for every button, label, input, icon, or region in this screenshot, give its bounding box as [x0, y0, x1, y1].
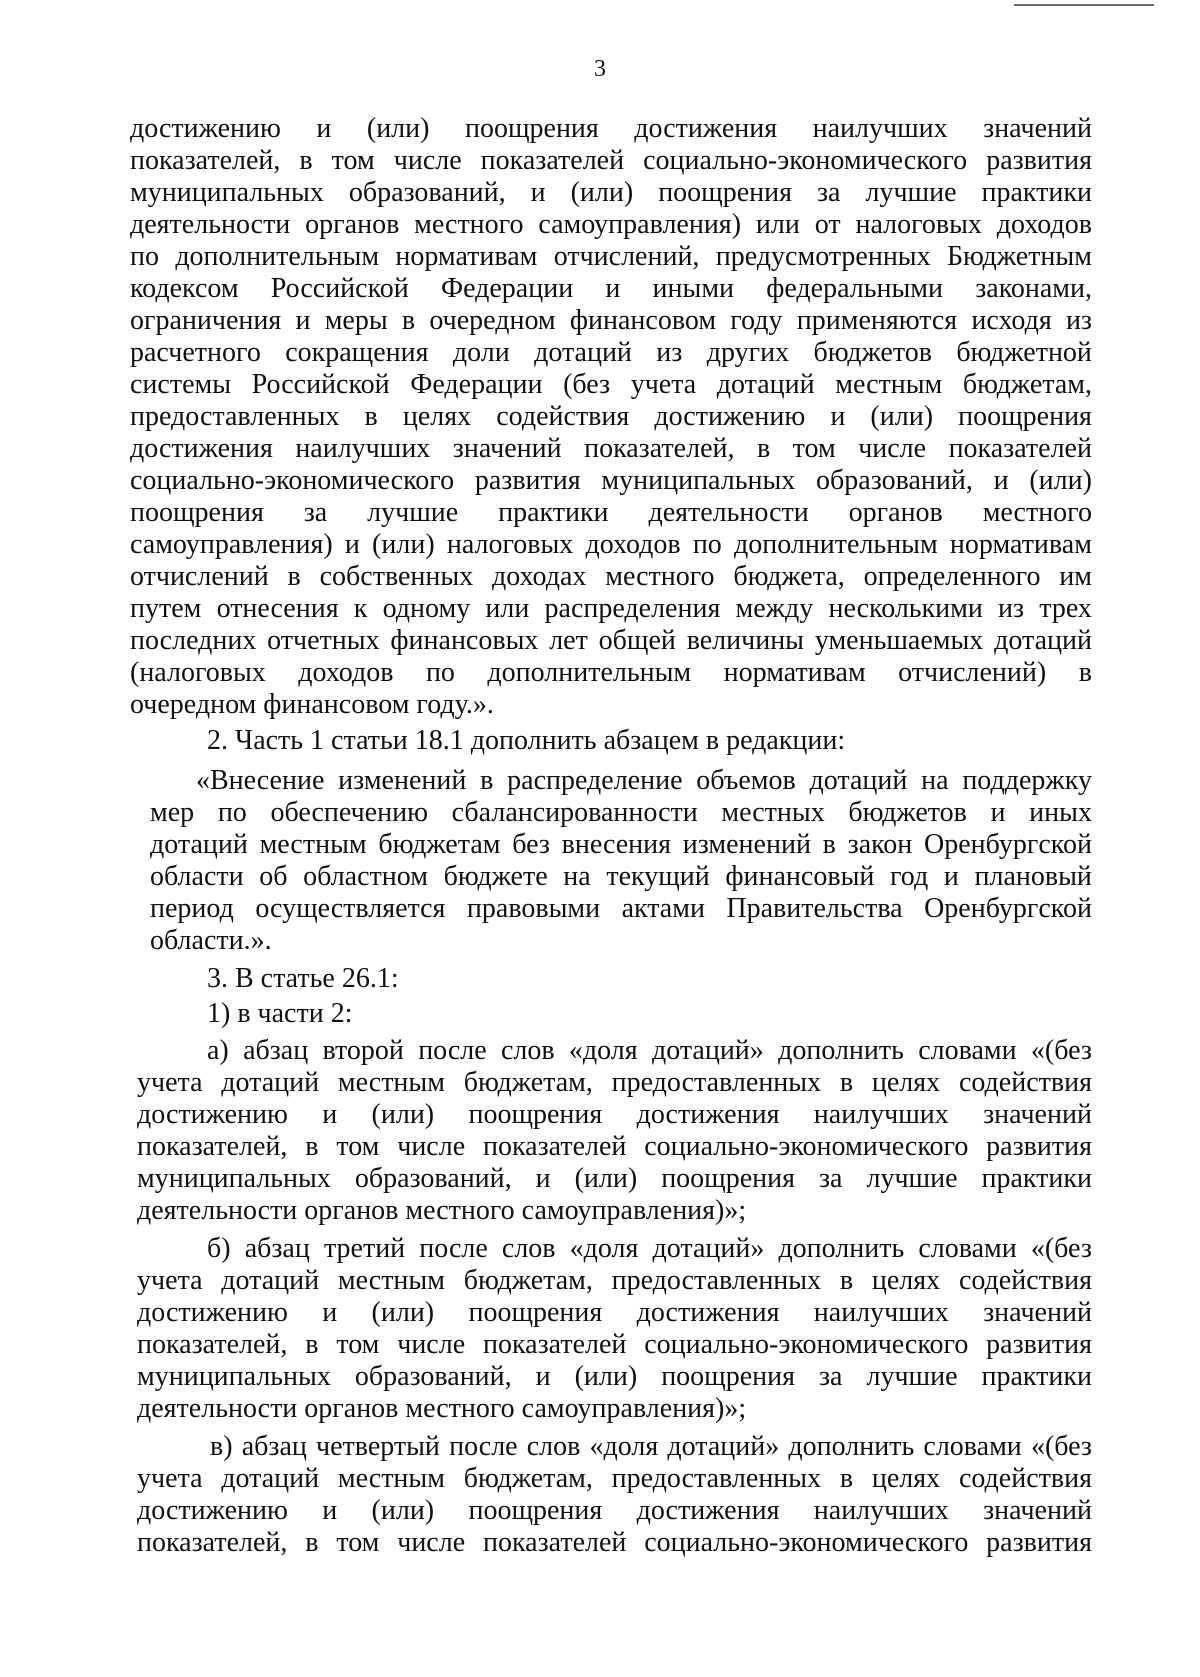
text-line: достижению и (или) поощрения достижения наилучших значений — [130, 113, 1092, 144]
text-line: период осуществляется правовыми актами Правительства Оренбургской — [150, 893, 1092, 924]
text-line: учета дотаций местным бюджетам, предоставленных в целях содействия — [137, 1463, 1092, 1494]
text-line: а) абзац второй после слов «доля дотаций» дополнить словами «(без — [207, 1035, 1092, 1066]
text-line: 3. В статье 26.1: — [207, 963, 399, 994]
text-line: деятельности органов местного самоуправления) или от налоговых доходов — [130, 209, 1092, 240]
text-line: муниципальных образований, и (или) поощрения за лучшие практики — [130, 177, 1092, 208]
text-line: деятельности органов местного самоуправления)»; — [137, 1195, 747, 1226]
text-line: показателей, в том числе показателей социально-экономического развития — [137, 1527, 1092, 1558]
text-line: предоставленных в целях содействия достижению и (или) поощрения — [130, 401, 1092, 432]
text-line: последних отчетных финансовых лет общей величины уменьшаемых дотаций — [130, 625, 1092, 656]
text-line: достижению и (или) поощрения достижения наилучших значений — [137, 1099, 1092, 1130]
text-line: б) абзац третий после слов «доля дотаций» дополнить словами «(без — [207, 1233, 1092, 1264]
text-line: учета дотаций местным бюджетам, предоставленных в целях содействия — [137, 1067, 1092, 1098]
text-line: 2. Часть 1 статьи 18.1 дополнить абзацем в редакции: — [207, 725, 846, 756]
text-line: дотаций местным бюджетам без внесения изменений в закон Оренбургской — [150, 829, 1092, 860]
text-line: отчислений в собственных доходах местного бюджета, определенного им — [130, 561, 1092, 592]
text-line: показателей, в том числе показателей социально-экономического развития — [130, 145, 1092, 176]
text-line: достижения наилучших значений показателей, в том числе показателей — [130, 433, 1092, 464]
text-line: области.». — [150, 925, 272, 956]
text-line: достижению и (или) поощрения достижения наилучших значений — [137, 1297, 1092, 1328]
text-line: деятельности органов местного самоуправления)»; — [137, 1393, 747, 1424]
text-line: путем отнесения к одному или распределения между несколькими из трех — [130, 593, 1092, 624]
text-line: (налоговых доходов по дополнительным нормативам отчислений) в — [130, 657, 1092, 688]
text-line: системы Российской Федерации (без учета дотаций местным бюджетам, — [130, 369, 1092, 400]
text-line: муниципальных образований, и (или) поощрения за лучшие практики — [137, 1361, 1092, 1392]
text-line: по дополнительным нормативам отчислений, предусмотренных Бюджетным — [130, 241, 1092, 272]
text-line: социально-экономического развития муниципальных образований, и (или) — [130, 465, 1092, 496]
text-line: показателей, в том числе показателей социально-экономического развития — [137, 1329, 1092, 1360]
text-line: в) абзац четвертый после слов «доля дотаций» дополнить словами «(без — [210, 1431, 1092, 1462]
page-number: 3 — [594, 56, 606, 82]
text-line: муниципальных образований, и (или) поощрения за лучшие практики — [137, 1163, 1092, 1194]
text-line: кодексом Российской Федерации и иными федеральными законами, — [130, 273, 1092, 304]
text-line: поощрения за лучшие практики деятельности органов местного — [130, 497, 1092, 528]
text-line: «Внесение изменений в распределение объемов дотаций на поддержку — [196, 765, 1092, 796]
text-line: учета дотаций местным бюджетам, предоставленных в целях содействия — [137, 1265, 1092, 1296]
text-line: достижению и (или) поощрения достижения наилучших значений — [137, 1495, 1092, 1526]
text-line: ограничения и меры в очередном финансовом году применяются исходя из — [130, 305, 1092, 336]
text-line: самоуправления) и (или) налоговых доходов по дополнительным нормативам — [130, 529, 1092, 560]
text-line: мер по обеспечению сбалансированности местных бюджетов и иных — [150, 797, 1092, 828]
text-line: области об областном бюджете на текущий финансовый год и плановый — [150, 861, 1092, 892]
text-line: 1) в части 2: — [207, 998, 353, 1029]
text-line: показателей, в том числе показателей социально-экономического развития — [137, 1131, 1092, 1162]
text-line: расчетного сокращения доли дотаций из других бюджетов бюджетной — [130, 337, 1092, 368]
text-line: очередном финансовом году.». — [130, 689, 494, 720]
